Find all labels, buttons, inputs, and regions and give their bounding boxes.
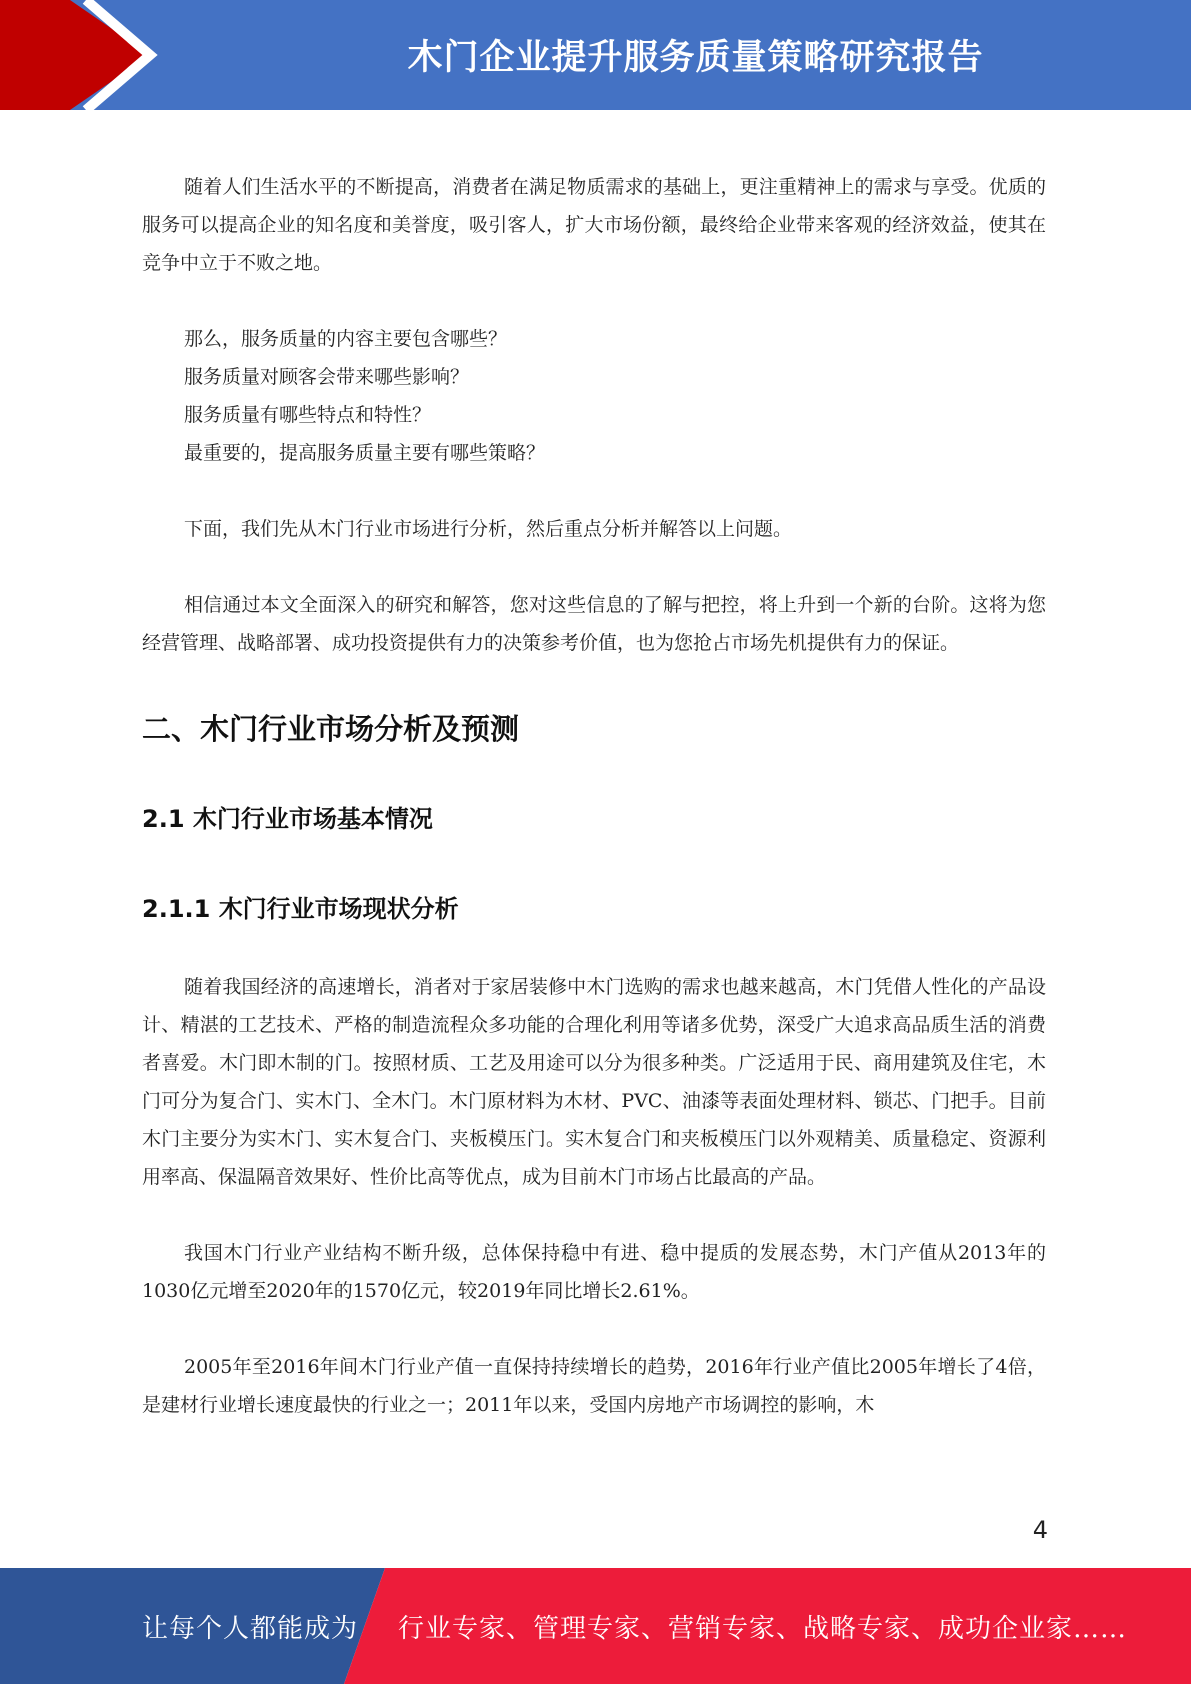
question-1: 那么，服务质量的内容主要包含哪些？ (184, 328, 508, 350)
market-paragraph-3: 2005年至2016年间木门行业产值一直保持持续增长的趋势，2016年行业产值比2005年增长了4倍，是建材行业增长速度最快的行业之一；2011年以来，受国内房地产市场调控的影响，木 (142, 1356, 1046, 1416)
heading-gap (142, 954, 1046, 968)
footer-slogan-right: 行业专家、管理专家、营销专家、战略专家、成功企业家…… (398, 1613, 1128, 1644)
paragraph-gap (142, 282, 1046, 320)
page-footer (0, 1568, 1191, 1684)
question-2: 服务质量对顾客会带来哪些影响？ (184, 366, 470, 388)
paragraph-gap (142, 1310, 1046, 1348)
intro-paragraph: 随着人们生活水平的不断提高，消费者在满足物质需求的基础上，更注重精神上的需求与享受。优质的服务可以提高企业的知名度和美誉度，吸引客人，扩大市场份额，最终给企业带来客观的经济效益，使其在竞争中立于不败之地。 (142, 176, 1046, 274)
question-4: 最重要的，提高服务质量主要有哪些策略？ (184, 442, 546, 464)
header-title: 木门企业提升服务质量策略研究报告 (407, 38, 984, 78)
paragraph-gap (142, 548, 1046, 586)
next-paragraph: 下面，我们先从木门行业市场进行分析，然后重点分析并解答以上问题。 (184, 518, 793, 540)
belief-paragraph: 相信通过本文全面深入的研究和解答，您对这些信息的了解与把控，将上升到一个新的台阶。这将为您经营管理、战略部署、成功投资提供有力的决策参考价值，也为您抢占市场先机提供有力的保证。 (142, 594, 1046, 654)
document-body (142, 168, 1046, 1424)
paragraph-gap (142, 472, 1046, 510)
market-paragraph-1: 随着我国经济的高速增长，消者对于家居装修中木门选购的需求也越来越高，木门凭借人性化的产品设计、精湛的工艺技术、严格的制造流程众多功能的合理化利用等诸多优势，深受广大追求高品质生活的消费者喜爱。木门即木制的门。按照材质、工艺及用途可以分为很多种类。广泛适用于民、商用建筑及住宅，木门可分为复合门、实木门、全木门。木门原材料为木材、PVC、油漆等表面处理材料、锁芯、门把手。目前木门主要分为实木门、实木复合门、夹板模压门。实木复合门和夹板模压门以外观精美、质量稳定、资源利用率高、保温隔音效果好、性价比高等优点，成为目前木门市场占比最高的产品。 (142, 976, 1046, 1188)
header-red-arrow (0, 0, 150, 110)
question-3: 服务质量有哪些特点和特性？ (184, 404, 432, 426)
page-number: 4 (1032, 1516, 1048, 1544)
section-heading: 二、木门行业市场分析及预测 (142, 712, 520, 746)
paragraph-gap (142, 1196, 1046, 1234)
subsubsection-heading: 2.1.1 木门行业市场现状分析 (142, 895, 459, 923)
page-header (0, 0, 1191, 110)
subsection-heading: 2.1 木门行业市场基本情况 (142, 805, 433, 833)
footer-slogan-left: 让每个人都能成为 (142, 1613, 359, 1644)
market-paragraph-2: 我国木门行业产业结构不断升级，总体保持稳中有进、稳中提质的发展态势，木门产值从2013年的1030亿元增至2020年的1570亿元，较2019年同比增长2.61%。 (142, 1242, 1046, 1302)
